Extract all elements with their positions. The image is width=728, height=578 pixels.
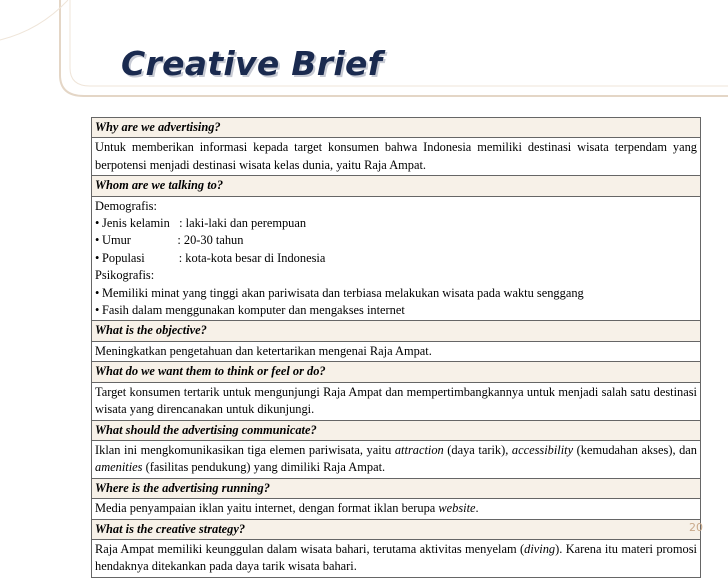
- answer-row-why: [92, 138, 701, 176]
- answer-row-whom: [92, 196, 701, 321]
- answer-row-where: [92, 499, 701, 519]
- question-row-communicate: [92, 420, 701, 440]
- answer-strategy: Raja Ampat memiliki keunggulan dalam wisata bahari, terutama aktivitas menyelam (diving). Karena itu materi promosi hendaknya ditekankan pada daya tarik wisata bahari.: [92, 539, 701, 577]
- bullet-icon: •: [95, 216, 100, 231]
- question-row-whom: [92, 176, 701, 196]
- answer-row-objective: [92, 341, 701, 361]
- question-objective: What is the objective?: [92, 321, 701, 341]
- demografis-label: Demografis:: [95, 198, 157, 213]
- question-row-strategy: [92, 519, 701, 539]
- creative-brief-table: [91, 117, 701, 578]
- answer-where: Media penyampaian iklan yaitu internet, dengan format iklan berupa website.: [92, 499, 701, 519]
- answer-objective: Meningkatkan pengetahuan dan ketertarikan mengenai Raja Ampat.: [92, 341, 701, 361]
- question-row-why: [92, 118, 701, 138]
- answer-why: Untuk memberikan informasi kepada target konsumen bahwa Indonesia memiliki destinasi wisata terpendam yang berpotensi menjadi destinasi wisata kelas dunia, yaitu Raja Ampat.: [92, 138, 701, 176]
- emphasis-accessibility: accessibility: [511, 442, 574, 457]
- question-row-where: [92, 478, 701, 498]
- question-strategy: What is the creative strategy?: [92, 519, 701, 539]
- answer-row-communicate: [92, 440, 701, 478]
- list-item: • Populasi : kota-kota besar di Indonesia: [95, 250, 697, 267]
- question-row-objective: [92, 321, 701, 341]
- question-communicate: What should the advertising communicate?: [92, 420, 701, 440]
- bullet-icon: •: [95, 303, 100, 318]
- bullet-icon: •: [95, 233, 100, 248]
- emphasis-attraction: attraction: [394, 442, 444, 457]
- question-where: Where is the advertising running?: [92, 478, 701, 498]
- emphasis-amenities: amenities: [95, 460, 143, 475]
- psikografis-label: Psikografis:: [95, 268, 155, 283]
- answer-think: Target konsumen tertarik untuk mengunjungi Raja Ampat dan mempertimbangkannya untuk menjadi salah satu destinasi wisata yang direncanakan untuk dikunjungi.: [92, 382, 701, 420]
- page-number: 20: [689, 521, 703, 534]
- emphasis-diving: diving: [524, 541, 556, 556]
- answer-whom: [92, 196, 701, 321]
- answer-communicate: Iklan ini mengkomunikasikan tiga elemen pariwisata, yaitu attraction (daya tarik), accessibility (kemudahan akses), dan amenities (fasilitas pendukung) yang dimiliki Raja Ampat.: [92, 440, 701, 478]
- question-think: What do we want them to think or feel or do?: [92, 362, 701, 382]
- list-item: • Umur : 20-30 tahun: [95, 232, 697, 249]
- bullet-icon: •: [95, 285, 100, 300]
- slide-title: Creative Brief: [121, 44, 383, 83]
- question-row-think: [92, 362, 701, 382]
- list-item: • Fasih dalam menggunakan komputer dan mengakses internet: [95, 302, 697, 319]
- answer-row-strategy: [92, 539, 701, 577]
- emphasis-website: website: [438, 501, 476, 516]
- question-why: Why are we advertising?: [92, 118, 701, 138]
- list-item: • Memiliki minat yang tinggi akan pariwisata dan terbiasa melakukan wisata pada waktu senggang: [95, 285, 697, 302]
- answer-row-think: [92, 382, 701, 420]
- list-item: • Jenis kelamin : laki-laki dan perempuan: [95, 215, 697, 232]
- question-whom: Whom are we talking to?: [92, 176, 701, 196]
- bullet-icon: •: [95, 250, 100, 265]
